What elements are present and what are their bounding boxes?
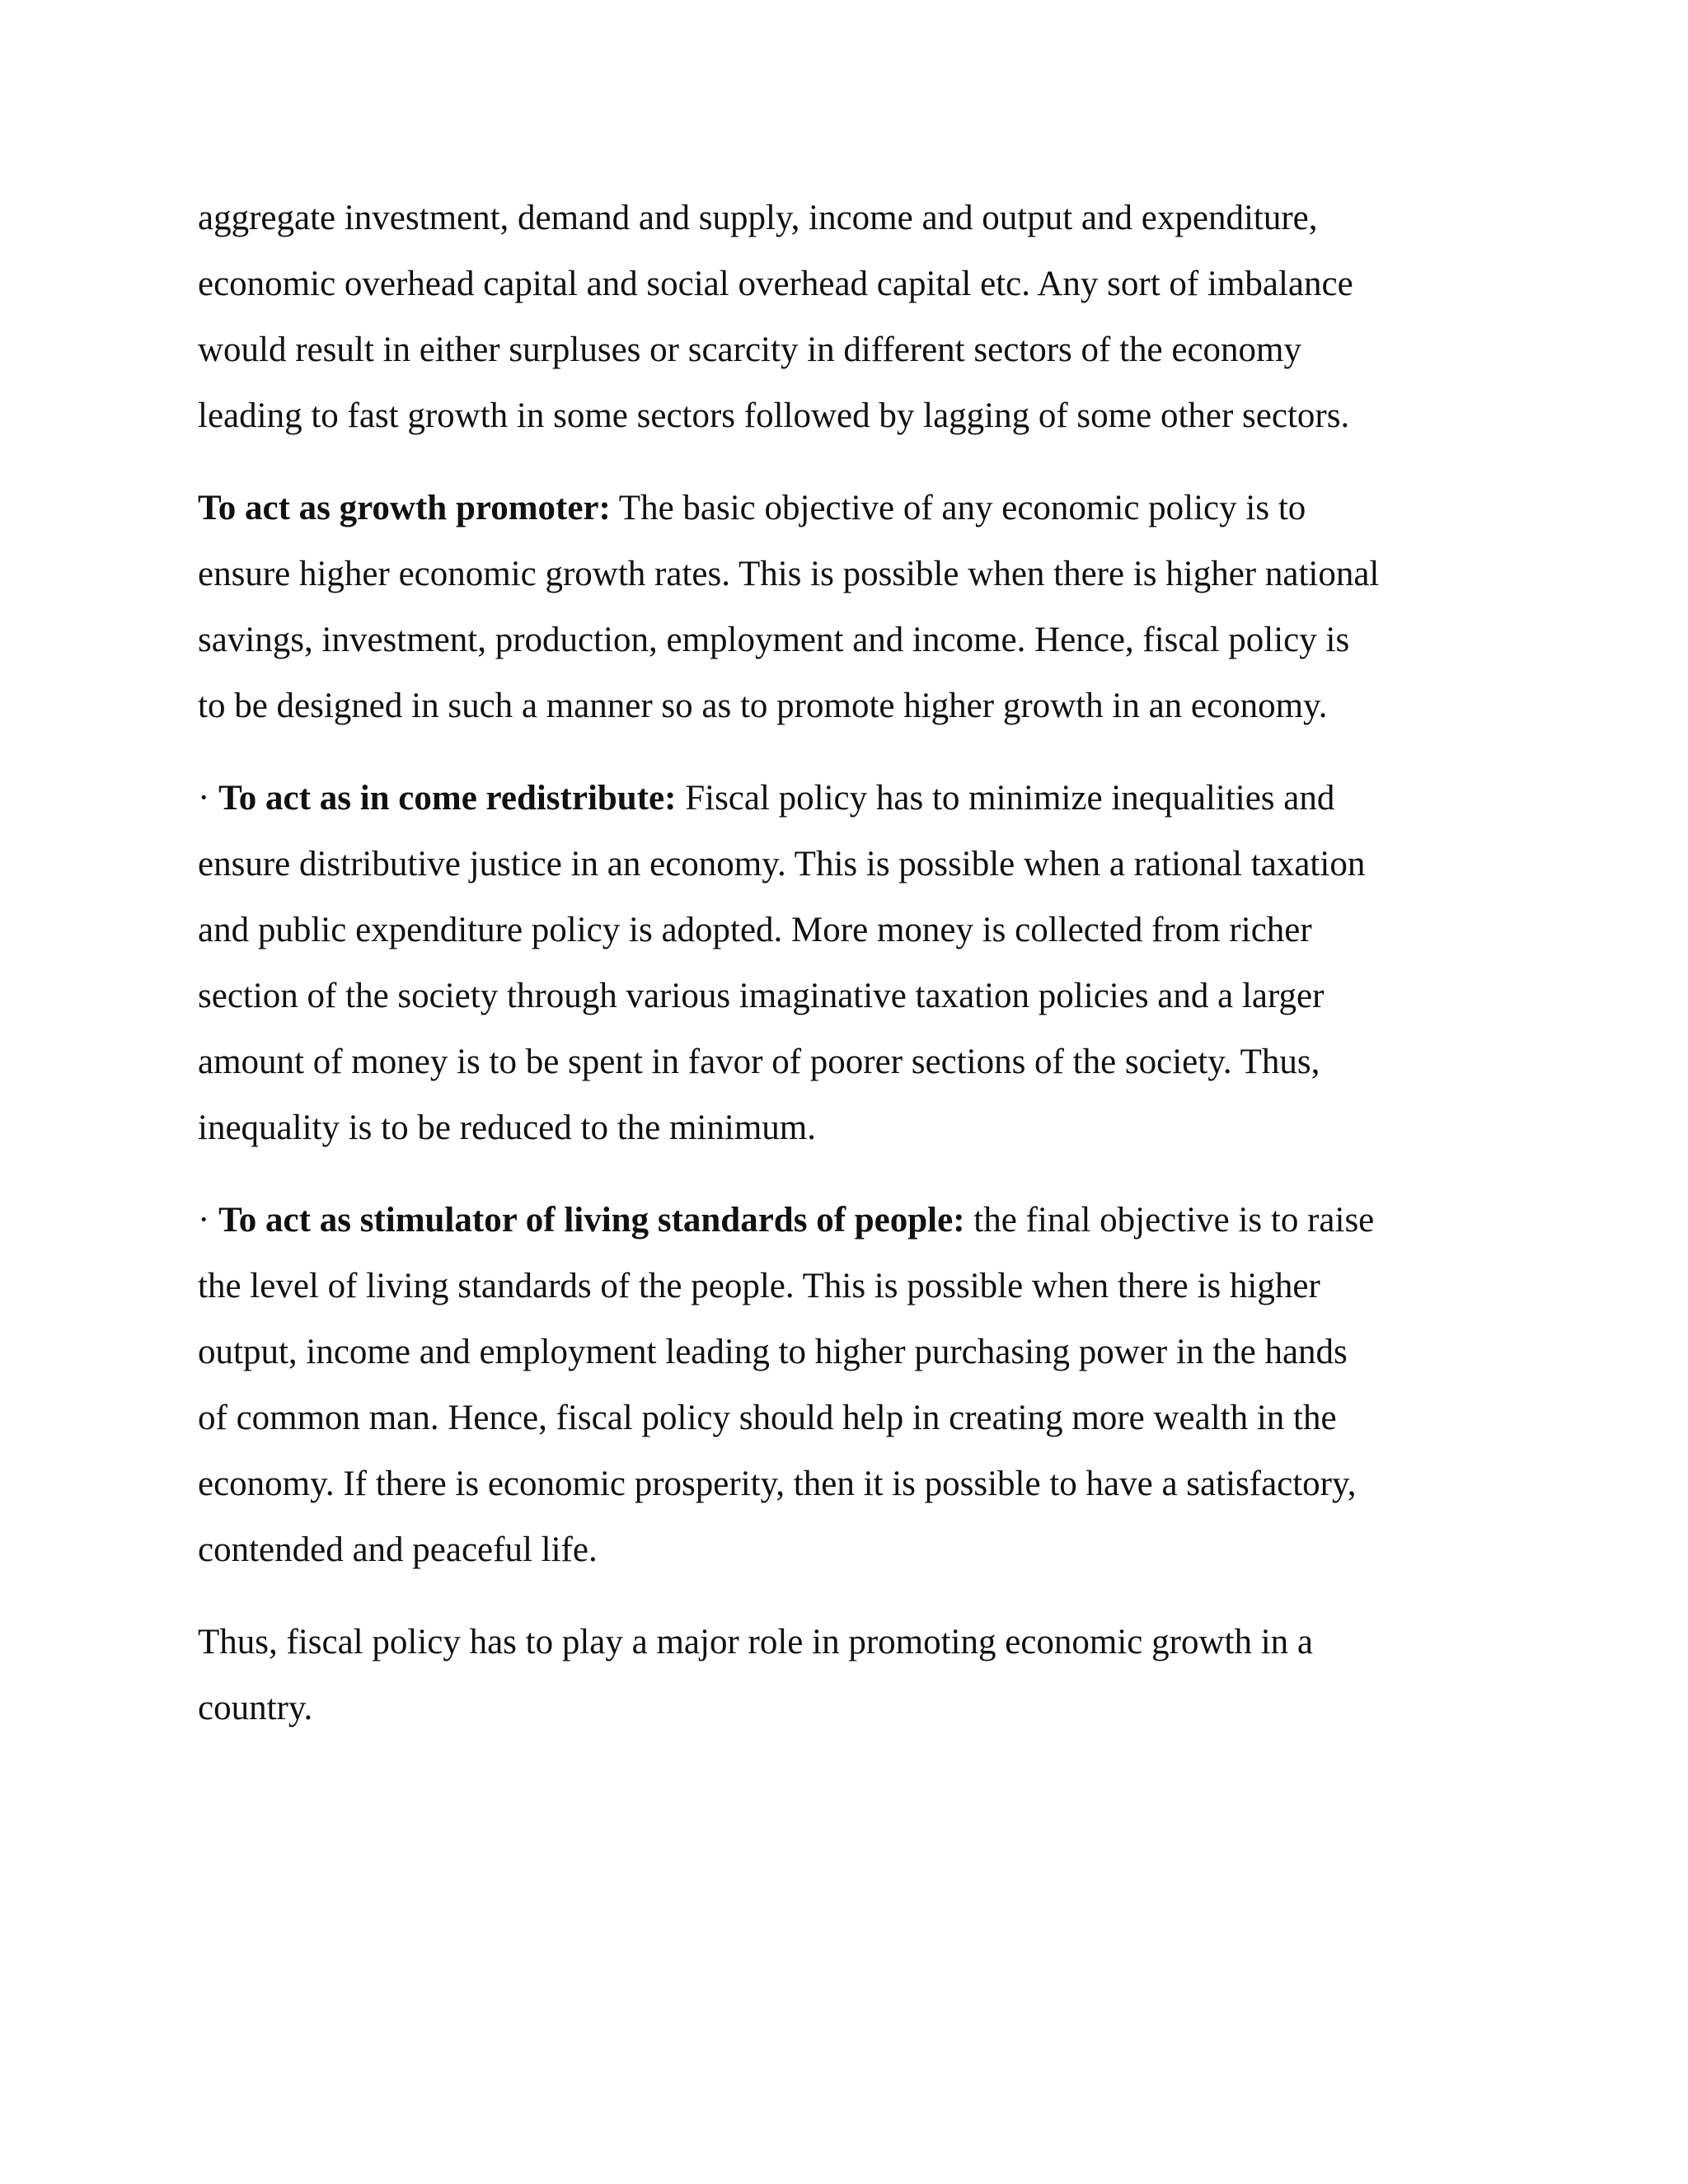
document-body [198,185,1558,1768]
text-line [198,1188,1558,1254]
text-line: would result in either surpluses or scarcity in different sectors of the economy [198,330,1302,369]
text-line [198,476,1558,541]
text-line: savings, investment, production, employment and income. Hence, fiscal policy is [198,621,1350,659]
paragraph-heading: To act as growth promoter: [198,489,611,527]
text-line: country. [198,1689,313,1727]
text-line: section of the society through various imaginative taxation policies and a larger [198,977,1325,1015]
paragraph-conclusion [198,1610,1558,1741]
text-line: the level of living standards of the people. This is possible when there is higher [198,1267,1320,1305]
text-line: economy. If there is economic prosperity, then it is possible to have a satisfactory, [198,1465,1357,1503]
text-line: economic overhead capital and social overhead capital etc. Any sort of imbalance [198,265,1353,303]
text-line: amount of money is to be spent in favor of poorer sections of the society. Thus, [198,1043,1320,1081]
paragraph-income-redistribute [198,766,1558,1161]
paragraph-balance [198,185,1558,449]
paragraph-heading: To act as stimulator of living standards of people: [218,1201,965,1240]
text-line: aggregate investment, demand and supply, income and output and expenditure, [198,199,1318,237]
bullet-mark: · [198,1201,219,1240]
paragraph-heading: To act as in come redistribute: [218,779,677,818]
text-line: contended and peaceful life. [198,1530,598,1569]
text-run: The basic objective of any economic policy is to [610,489,1306,527]
text-line: leading to fast growth in some sectors followed by lagging of some other sectors. [198,396,1350,435]
text-line: ensure higher economic growth rates. This is possible when there is higher national [198,555,1380,593]
text-run: Fiscal policy has to minimize inequalities and [676,779,1335,818]
text-line: ensure distributive justice in an economy. This is possible when a rational taxation [198,845,1366,883]
bullet-mark: · [198,779,219,818]
text-line: and public expenditure policy is adopted. More money is collected from richer [198,911,1312,949]
text-line: to be designed in such a manner so as to promote higher growth in an economy. [198,687,1328,725]
text-line: of common man. Hence, fiscal policy should help in creating more wealth in the [198,1399,1337,1437]
paragraph-living-standards [198,1188,1558,1583]
text-line: output, income and employment leading to higher purchasing power in the hands [198,1333,1348,1371]
text-run: the final objective is to raise [964,1201,1375,1240]
text-line: inequality is to be reduced to the minimum. [198,1108,816,1147]
text-line [198,766,1558,832]
text-line: Thus, fiscal policy has to play a major role in promoting economic growth in a [198,1623,1313,1661]
paragraph-growth-promoter [198,476,1558,739]
